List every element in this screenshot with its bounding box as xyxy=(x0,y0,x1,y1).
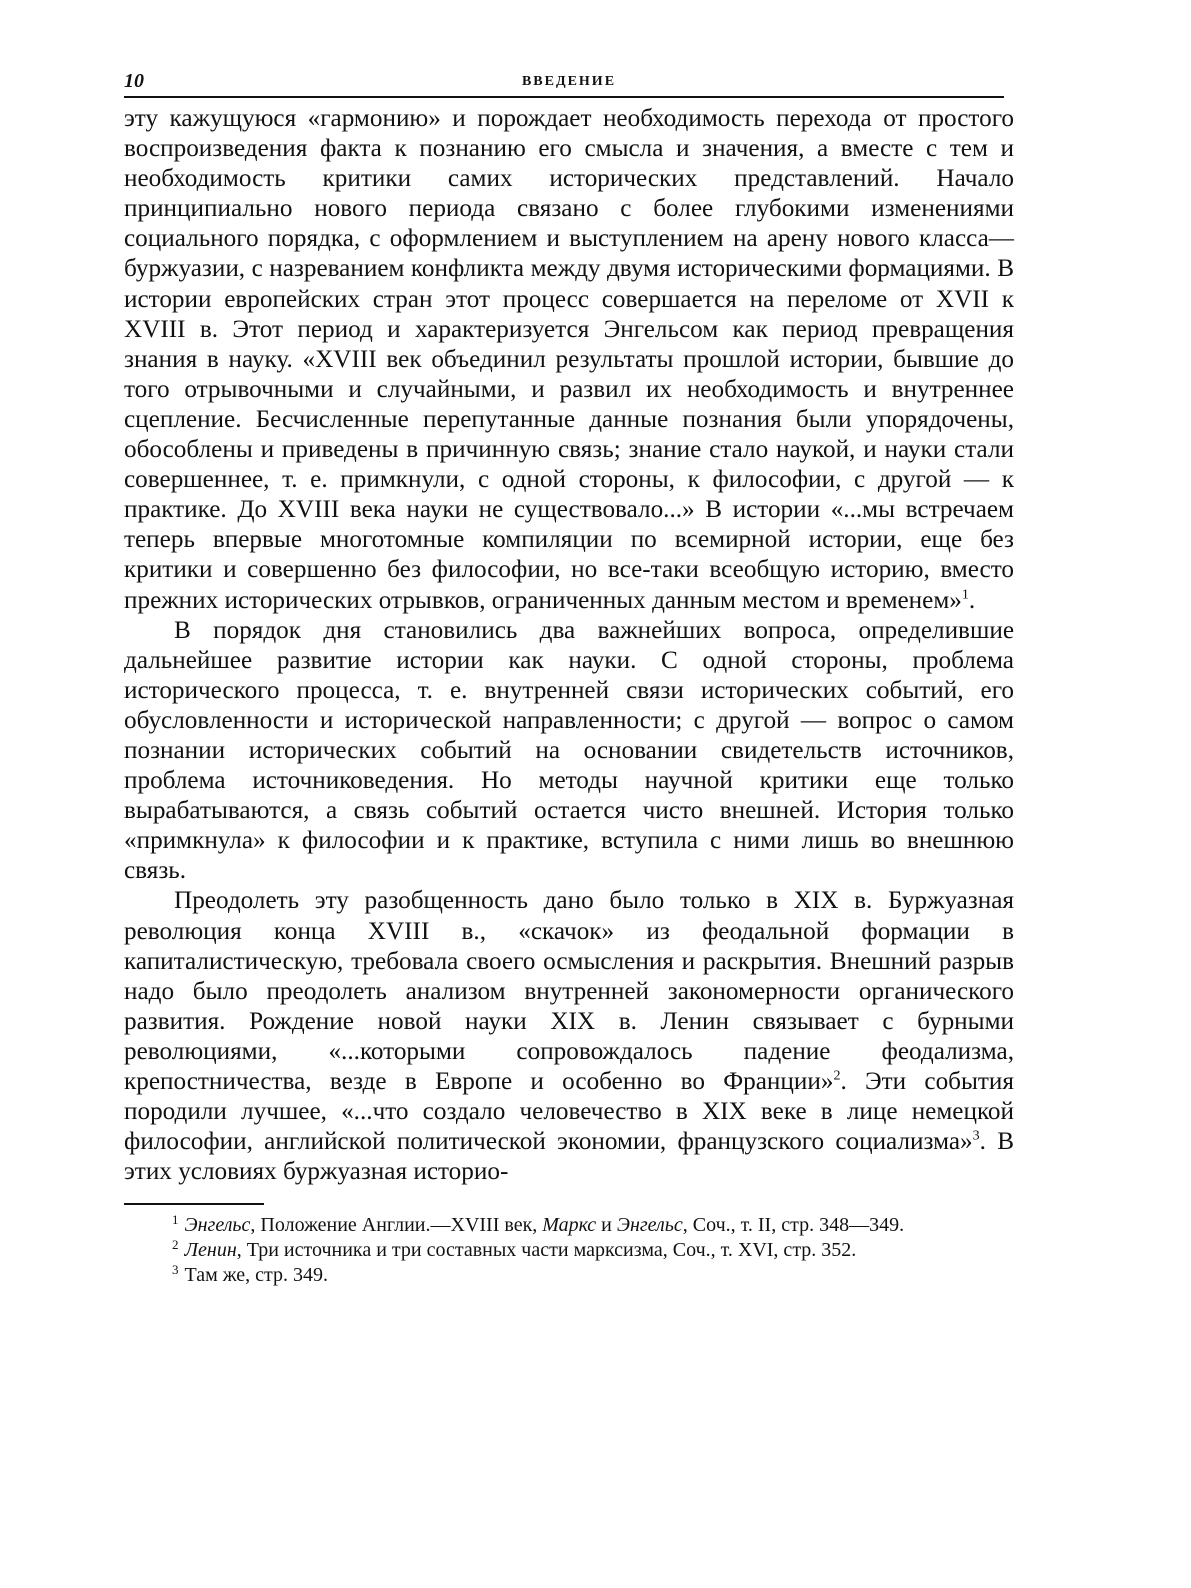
footnote-1-author2: Маркс xyxy=(542,1214,597,1237)
paragraph-3-text-a: Преодолеть эту разобщенность дано было только в XIX в. Буржуазная революция конца XVIII в., «скачок» из феодальной формации в капиталистическую, требовала своего осмысления и раскрытия. Внешний разрыв надо было преодолеть анализом внутренней закономерности органического развития. Рождение новой науки XIX в. Ленин связывает с бурными революциями, «...которыми сопровождалось падение феодализма, крепостничества, везде в Европе и особенно во Франции» xyxy=(124,887,1014,1095)
footnote-2-mark: 2 xyxy=(172,1236,179,1252)
page-number: 10 xyxy=(124,70,144,92)
paragraph-2: В порядок дня становились два важнейших вопроса, определившие дальнейшее развитие истории как науки. С одной стороны, проблема исторического процесса, т. е. внутренней связи исторических событий, его обусловленности и исторической направленности; с другой — вопрос о самом познании исторических событий на основании свидетельств источников, проблема источниковедения. Но методы научной критики еще только вырабатываются, а связь событий остается чисто внешней. История только «примкнула» к философии и к практике, вступила с ними лишь во внешнюю связь. xyxy=(124,616,1014,885)
paragraph-3 xyxy=(124,886,1014,1187)
paragraph-3-text-b: . Эти события породили лучшее, «...что создало человечество в XIX веке в лице немецкой философии, английской политической экономии, французского социализма» xyxy=(124,1068,1014,1156)
header-rule xyxy=(124,96,1004,98)
running-title: ВВЕДЕНИЕ xyxy=(521,74,617,89)
footnote-ref-1: 1 xyxy=(961,587,969,603)
footnote-2-text: , Три источника и три составных части марксизма, Соч., т. XVI, стр. 352. xyxy=(236,1239,857,1262)
footnote-1-text: , Положение Англии.—XVIII век, xyxy=(250,1214,543,1237)
running-head xyxy=(124,64,1014,94)
footnote-3 xyxy=(124,1263,1014,1288)
footnote-rule xyxy=(124,1203,264,1205)
footnote-1-text2: и xyxy=(596,1214,617,1237)
footnote-2 xyxy=(124,1238,1014,1263)
footnote-3-text: Там же, стр. 349. xyxy=(184,1264,329,1287)
footnote-ref-2: 2 xyxy=(833,1068,841,1084)
footnote-2-author: Ленин xyxy=(184,1239,237,1262)
body-text xyxy=(124,104,1014,1187)
footnote-1-text3: , Соч., т. II, стр. 348—349. xyxy=(682,1214,905,1237)
paragraph-1: эту кажущуюся «гармонию» и порождает необходимость перехода от простого воспроизведения факта к познанию его смысла и значения, а вместе с тем и необходимость критики самих исторических представлений. Начало принципиально нового периода связано с более глубокими изменениями социального порядка, с оформлением и выступлением на арену нового класса—буржуазии, с назреванием конфликта между двумя историческими формациями. В истории европейских стран этот процесс совершается на переломе от XVII к XVIII в. Этот период и характеризуется Энгельсом как период превращения знания в науку. «XVIII век объединил результаты прошлой истории, бывшие до того отрывочными и случайными, и развил их необходимость и внутреннее сцепление. Бесчисленные перепутанные данные познания были упорядочены, обособлены и приведены в причинную связь; знание стало наукой, и науки стали совершеннее, т. е. примкнули, с одной стороны, к философии, с другой — к практике. До XVIII века науки не существовало...» В истории «...мы встречаем теперь впервые многотомные компиляции по всемирной истории, еще без критики и совершенно без философии, но все-таки всеобщую историю, вместо прежних исторических отрывков, ограниченных данным местом и временем»$^1$. xyxy=(124,105,1014,614)
paragraph-1-text: эту кажущуюся «гармонию» и порождает необходимость перехода от простого воспроизведения факта к познанию его смысла и значения, а вместе с тем и необходимость критики самих исторических представлений. Начало принципиально нового периода связано с более глубокими изменениями социального порядка, с оформлением и выступлением на арену нового класса—буржуазии, с назреванием конфликта между двумя историческими формациями. В истории европейских стран этот процесс совершается на переломе от XVII к XVIII в. Этот период и характеризуется Энгельсом как период превращения знания в науку. «XVIII век объединил результаты прошлой истории, бывшие до того отрывочными и случайными, и развил их необходимость и внутреннее сцепление. Бесчисленные перепутанные данные познания были упорядочены, обособлены и приведены в причинную связь; знание стало наукой, и науки стали совершеннее, т. е. примкнули, с одной стороны, к философии, с другой — к практике. До XVIII века науки не существовало...» В истории «...мы встречаем теперь впервые многотомные компиляции по всемирной истории, еще без критики и совершенно без философии, но все-таки всеобщую историю, вместо прежних исторических отрывков, ограниченных данным местом и временем» xyxy=(124,105,1014,614)
footnote-1-mark: 1 xyxy=(172,1211,179,1227)
footnote-3-mark: 3 xyxy=(172,1261,179,1277)
book-page xyxy=(124,64,1014,1288)
footnote-1-author: Энгельс xyxy=(184,1214,251,1237)
footnote-1 xyxy=(124,1213,1014,1238)
footnotes xyxy=(124,1213,1014,1288)
footnote-1-author3: Энгельс xyxy=(616,1214,683,1237)
footnote-ref-3: 3 xyxy=(972,1128,980,1144)
paragraph-3-text-c: . В этих условиях буржуазная историо- xyxy=(124,1128,1014,1186)
